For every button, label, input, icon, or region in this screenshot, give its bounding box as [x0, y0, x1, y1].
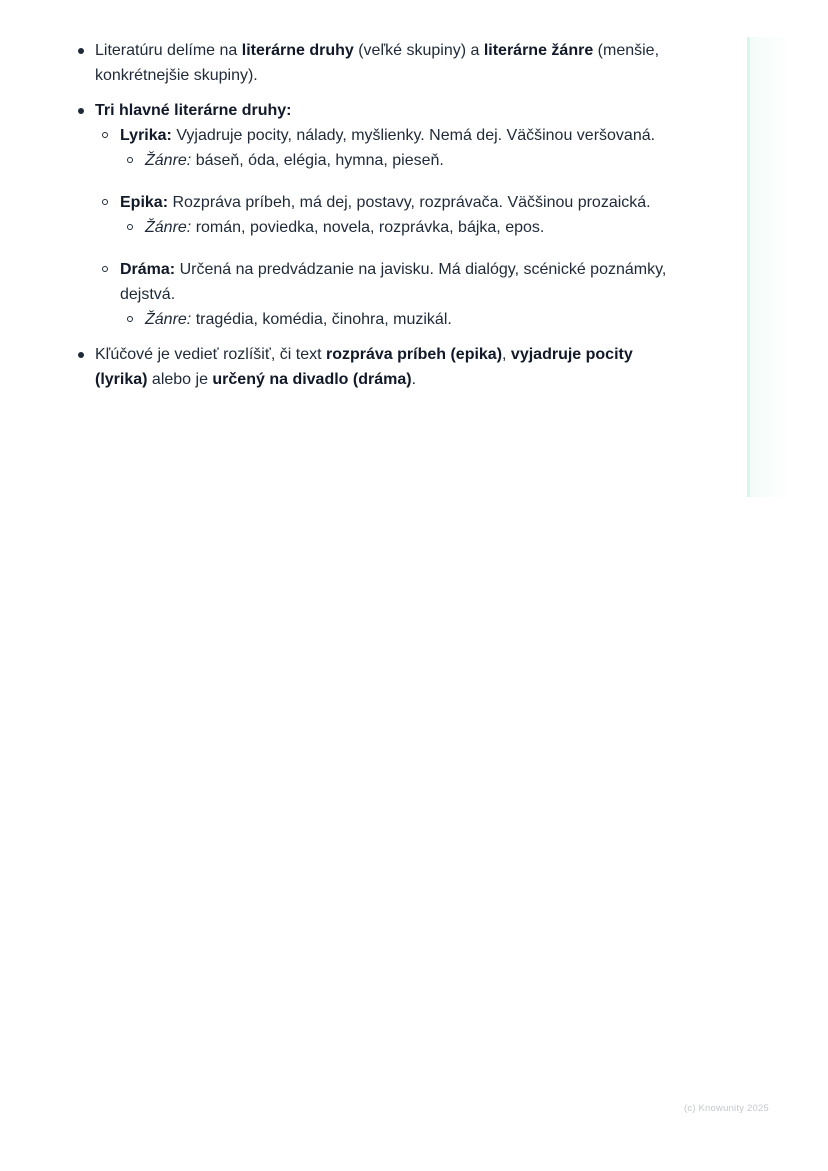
key-bold-epika: rozpráva príbeh (epika): [325, 346, 503, 363]
type-description: Vyjadruje pocity, nálady, myšlienky. Nemá dej. Väčšinou veršovaná.: [171, 127, 656, 144]
list-item-intro: [70, 38, 670, 88]
type-name: Lyrika:: [120, 127, 172, 144]
genre-values: báseň, óda, elégia, hymna, pieseň.: [191, 152, 444, 169]
key-text-3: alebo je: [147, 371, 213, 388]
bullet-list: [70, 38, 670, 392]
type-description: Rozpráva príbeh, má dej, postavy, rozprávača. Väčšinou prozaická.: [168, 194, 651, 211]
list-item-types: [70, 98, 670, 332]
genre-label: Žánre:: [145, 311, 192, 328]
intro-bold-zanre: literárne žánre: [483, 42, 594, 59]
key-text: Kľúčové je vedieť rozlíšiť, či text: [95, 346, 326, 363]
type-item-lyrika: [95, 123, 670, 173]
type-name: Dráma:: [120, 261, 176, 278]
key-text-4: .: [411, 371, 417, 388]
key-bold-lyrika: vyjadruje pocity (lyrika): [95, 346, 633, 388]
genre-label: Žánre:: [145, 152, 192, 169]
intro-text: Literatúru delíme na: [95, 42, 242, 59]
genre-values: tragédia, komédia, činohra, muzikál.: [191, 311, 452, 328]
genre-label: Žánre:: [145, 219, 192, 236]
key-bold-drama: určený na divadlo (dráma): [212, 371, 412, 388]
genre-values: román, poviedka, novela, rozprávka, bájka, epos.: [191, 219, 545, 236]
side-accent-bar: [747, 37, 791, 497]
type-item-epika: [95, 190, 670, 240]
key-text-2: ,: [502, 346, 511, 363]
types-heading: Tri hlavné literárne druhy:: [95, 102, 292, 119]
notes-content: [70, 38, 670, 402]
type-item-drama: [95, 257, 670, 332]
intro-text-3: (menšie, konkrétnejšie skupiny).: [95, 42, 660, 84]
type-description: Určená na predvádzanie na javisku. Má dialógy, scénické poznámky, dejstvá.: [120, 261, 667, 303]
genre-sublist: [120, 148, 670, 173]
genre-item: [120, 148, 670, 173]
genre-item: [120, 215, 670, 240]
intro-text-2: (veľké skupiny) a: [353, 42, 484, 59]
genre-sublist: [120, 307, 670, 332]
genre-sublist: [120, 215, 670, 240]
copyright-footer: (c) Knowunity 2025: [684, 1103, 769, 1114]
intro-bold-druhy: literárne druhy: [241, 42, 354, 59]
list-item-key: [70, 342, 670, 392]
type-name: Epika:: [120, 194, 169, 211]
types-sublist: [95, 123, 670, 332]
genre-item: [120, 307, 670, 332]
